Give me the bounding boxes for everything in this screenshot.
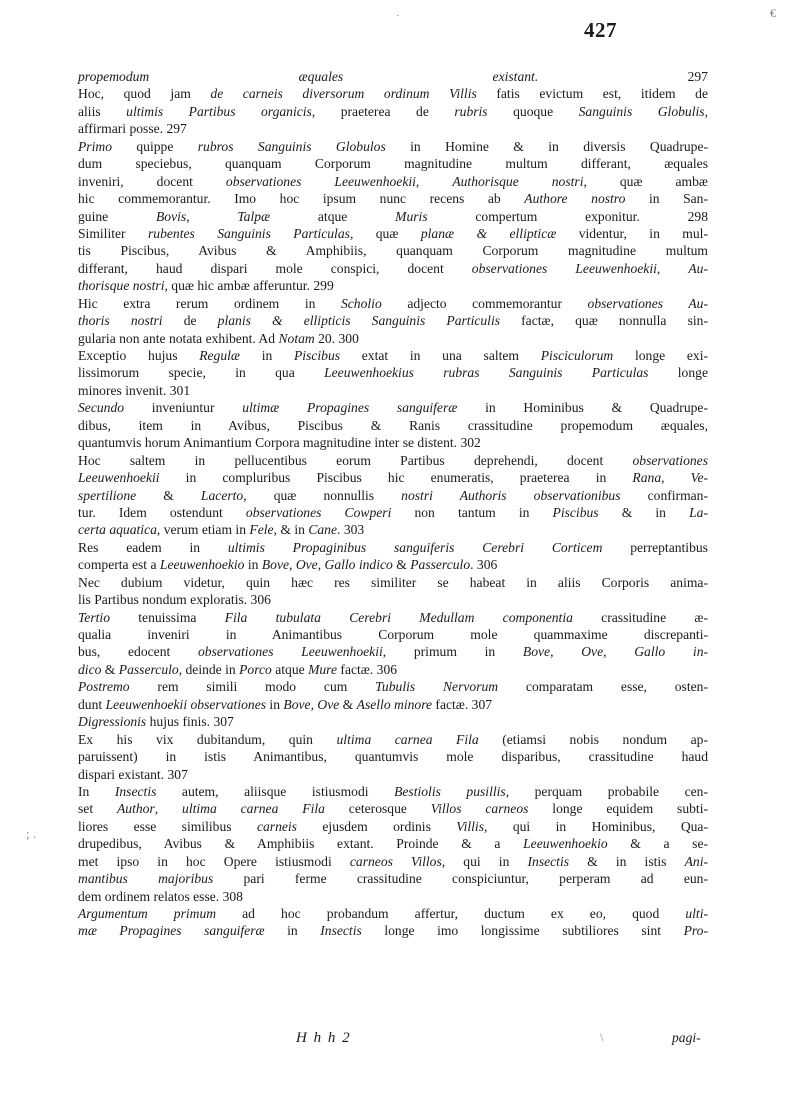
italic-run: spertilione (78, 487, 137, 503)
italic-run: Leeuwenhoekii (78, 470, 160, 486)
text-run: , (310, 696, 318, 712)
text-line (78, 382, 708, 399)
text-run: , (704, 103, 708, 119)
italic-run: observationes Leeuwenhoekii (197, 644, 383, 660)
italic-run: dico (78, 661, 102, 677)
text-line (78, 818, 708, 835)
text-run: in (264, 923, 321, 939)
italic-run: Porco (239, 661, 272, 677)
text-line (78, 643, 708, 660)
text-run: minores invenit. 301 (78, 382, 191, 398)
italic-run: ulti- (685, 906, 708, 921)
text-run: autem, aliisque istiusmodi (156, 783, 395, 799)
italic-run: rubros Sanguinis Globulos (197, 138, 386, 154)
italic-run: planis & ellipticis Sanguinis Particulis (217, 313, 501, 329)
text-run: comparatam esse, osten- (498, 679, 708, 695)
text-run: dum speciebus, quanquam Corporum magnitudine multum differant, æquales (78, 156, 708, 172)
text-run: drupedibus, Avibus & Amphibiis extant. Proinde & a (78, 836, 524, 852)
text-line (78, 452, 708, 469)
text-run: , (186, 208, 238, 224)
text-run: , deinde in (178, 661, 240, 677)
italic-run: rubris (454, 103, 488, 119)
italic-run: ultimis Partibus organicis (126, 103, 312, 119)
text-line (78, 295, 708, 312)
text-line (78, 661, 708, 678)
italic-run: thoris nostri (78, 313, 163, 329)
text-line (78, 312, 708, 329)
italic-run: certa aquatica (78, 522, 157, 538)
text-run: atque (271, 661, 309, 677)
text-run: quippe (111, 138, 198, 154)
text-run: in compluribus Piscibus hic enumeratis, praeterea in (159, 470, 633, 486)
text-line (78, 225, 708, 242)
italic-run: de carneis diversorum ordinum Villis (210, 86, 477, 102)
text-run: longe equidem subti- (528, 801, 709, 817)
italic-run: Ove (581, 644, 604, 660)
text-line (78, 85, 708, 102)
text-run: ad hoc probandum affertur, ductum ex eo, quod (216, 906, 686, 921)
italic-run: Authorisque nostri (452, 173, 584, 189)
italic-run: ultima carnea Fila (336, 731, 479, 747)
italic-run: Insectis (320, 923, 362, 939)
text-line (78, 539, 708, 556)
catchword: pagi- (672, 1030, 701, 1045)
italic-run: carneos Villos (349, 853, 442, 869)
italic-run: Passerculo (118, 661, 179, 677)
italic-run: Argumentum primum (78, 906, 217, 921)
italic-run: Rana (632, 470, 662, 486)
text-run: & (339, 696, 357, 712)
text-run: , quæ ambæ (583, 173, 708, 189)
text-line (78, 609, 708, 626)
text-run: dispari existant. 307 (78, 766, 188, 782)
italic-run: Insectis (527, 853, 570, 869)
text-run: tenuissima (110, 609, 225, 625)
margin-mark: ; . (26, 826, 37, 841)
text-run: confirman- (620, 487, 708, 503)
text-line (78, 399, 708, 416)
italic-run: Ve- (690, 470, 709, 486)
text-line (78, 487, 708, 504)
text-line (78, 277, 708, 294)
signature-mark (296, 1030, 351, 1047)
text-line (78, 556, 708, 573)
italic-run: Bove (522, 644, 551, 660)
italic-run: Tertio (78, 609, 110, 625)
text-line (78, 835, 708, 852)
text-run: dem ordinem relatos esse. 308 (78, 888, 243, 904)
italic-run: Bestiolis pusillis (394, 783, 506, 799)
italic-run: Piscibus (552, 504, 599, 520)
italic-run: Tubulis Nervorum (375, 679, 499, 695)
text-line (78, 120, 708, 137)
text-line (78, 68, 708, 85)
italic-run: Postremo (78, 679, 130, 695)
italic-run: Gallo in- (634, 644, 709, 660)
italic-run: Bovis (155, 208, 187, 224)
italic-run: observationes Au- (587, 295, 709, 311)
text-run: ejusdem ordinis (296, 818, 457, 834)
text-run: Similiter (78, 225, 148, 241)
text-run: bus, edocent (78, 644, 198, 660)
text-run: affirmari posse. 297 (78, 121, 187, 137)
text-line (78, 103, 708, 120)
italic-run: Fila tubulata Cerebri Medullam componentia (224, 609, 573, 625)
text-run: in (239, 348, 294, 363)
italic-run: Leeuwenhoekii observationes (105, 696, 267, 712)
text-run: . 306 (470, 557, 498, 573)
italic-run: nostri Authoris observationibus (401, 487, 621, 503)
italic-run: Mure (308, 661, 338, 677)
text-run: fatis evictum est, itidem de (476, 86, 708, 102)
text-run: Hic extra rerum ordinem in (78, 295, 341, 311)
text-run: lissimorum specie, in qua (78, 365, 325, 381)
text-run: gularia non ante notata exhibent. Ad (78, 330, 279, 346)
foot-mark: \ (600, 1030, 604, 1044)
italic-run: Pro- (683, 923, 709, 939)
text-run: perreptantibus (602, 539, 708, 555)
text-line (78, 155, 708, 172)
text-run: , & in (273, 522, 309, 538)
italic-run: thorisque nostri (78, 278, 165, 294)
text-run: guine (78, 208, 156, 224)
text-run: quoque (487, 103, 579, 119)
text-run: crassitudine æ- (572, 609, 708, 625)
text-line (78, 521, 708, 538)
text-run: tis Piscibus, Avibus & Amphibiis, quanquam Corporum magnitudine multum (78, 243, 708, 259)
italic-run: Secundo (78, 400, 125, 416)
text-run: hic commemorantur. Imo hoc ipsum nunc recens ab (78, 191, 525, 207)
text-run: pari ferme crassitudine conspiciuntur, perperam ad eun- (213, 871, 708, 887)
italic-run: Villis (456, 818, 484, 834)
text-run: , primum in (382, 644, 523, 660)
text-run: , (317, 557, 325, 573)
italic-run: Leeuwenhoekius rubras Sanguinis Particulas (324, 365, 649, 381)
text-run: differant, haud dispari mole conspici, docent (78, 260, 472, 276)
corner-mark: € (770, 6, 776, 20)
text-run: , qui in Hominibus, Qua- (484, 818, 708, 834)
italic-run: Cane (308, 522, 338, 538)
text-run: Res eadem in (78, 539, 228, 555)
text-line (78, 870, 708, 887)
italic-run: observationes Leeuwenhoekii (225, 173, 416, 189)
text-run: , (661, 470, 691, 486)
text-run: , (603, 644, 635, 660)
italic-run: Sanguinis Globulis (578, 103, 705, 119)
italic-run: Insectis (114, 783, 157, 799)
italic-run: Primo (78, 138, 112, 154)
text-line (78, 417, 708, 434)
text-run: , (289, 557, 296, 573)
italic-run: Regulæ (199, 348, 240, 363)
italic-run: ultimis Propaginibus sanguiferis Cerebri Corticem (227, 539, 603, 555)
text-line (78, 469, 708, 486)
text-run: in (266, 696, 284, 712)
italic-run: Ani- (684, 853, 709, 869)
text-run: In (78, 783, 115, 799)
text-run: videntur, in mul- (556, 225, 708, 241)
text-line (78, 260, 708, 277)
text-run: , (154, 801, 183, 817)
text-run: 297 (538, 69, 708, 84)
text-line (78, 330, 708, 347)
text-run: compertum exponitur. 298 (427, 208, 708, 224)
text-line (78, 138, 708, 155)
text-run: paruissent) in istis Animantibus, quantumvis mole disparibus, crassitudine haud (78, 749, 708, 765)
italic-run: Gallo indico (324, 557, 393, 573)
text-line (78, 800, 708, 817)
text-run: Hoc, quod jam (78, 86, 211, 102)
text-run: , qui in (441, 853, 528, 869)
text-line (78, 504, 708, 521)
text-run: qualia inveniri in Animantibus Corporum mole quammaxime discrepanti- (78, 627, 708, 642)
text-run: in Homine & in diversis Quadrupe- (385, 138, 709, 154)
text-line (78, 731, 708, 748)
text-line (78, 888, 708, 905)
text-run: lis Partibus nondum exploratis. 306 (78, 592, 271, 608)
text-run: , (415, 173, 453, 189)
tick-mark: · (396, 10, 400, 22)
text-line (78, 574, 708, 591)
italic-run: Piscibus (293, 348, 341, 363)
text-run: & a se- (607, 836, 708, 852)
signature-text: H h h 2 (296, 1030, 352, 1046)
text-run: , quæ (349, 225, 421, 241)
text-line (78, 208, 708, 225)
text-run: inveniuntur (124, 400, 243, 416)
text-run: , (550, 644, 582, 660)
text-run: & (392, 557, 411, 573)
text-run: 20. 300 (314, 330, 359, 346)
text-run: tur. Idem ostendunt (78, 504, 246, 520)
italic-run: Passerculo (410, 557, 471, 573)
italic-run: mæ Propagines sanguiferæ (78, 923, 265, 939)
text-run: liores esse similibus (78, 818, 257, 834)
text-run: met ipso in hoc Opere istiusmodi (78, 853, 350, 869)
italic-run: Lacerto (200, 487, 244, 503)
text-run: comperta est a (78, 557, 160, 573)
text-run: aliis (78, 103, 127, 119)
text-run: ceterosque (324, 801, 431, 817)
italic-run: Leeuwenhoekio (523, 836, 608, 852)
italic-run: Author (116, 801, 155, 817)
italic-run: Bove (261, 557, 290, 573)
italic-run: Muris (395, 208, 428, 224)
text-run: & (101, 661, 119, 677)
text-line (78, 678, 708, 695)
text-run: (etiamsi nobis nondum ap- (478, 731, 708, 747)
italic-run: Ove (295, 557, 318, 573)
text-run: atque (270, 208, 396, 224)
text-line (78, 347, 708, 364)
text-run: in Hominibus & Quadrupe- (457, 400, 708, 416)
text-run: , quæ nonnullis (243, 487, 402, 503)
text-run: dibus, item in Avibus, Piscibus & Ranis crassitudine propemodum æquales, (78, 417, 708, 433)
text-line (78, 905, 708, 922)
text-run: adjecto commemorantur (381, 295, 588, 311)
text-run: Exceptio hujus (78, 348, 200, 363)
italic-run: La- (689, 504, 708, 520)
italic-run: Ove (317, 696, 340, 712)
text-line (78, 748, 708, 765)
italic-run: Notam (278, 330, 315, 346)
text-run: rem simili modo cum (129, 679, 376, 695)
italic-run: rubentes Sanguinis Particulas (148, 225, 350, 241)
italic-run: Digressionis (78, 714, 147, 730)
text-line (78, 922, 708, 939)
text-line (78, 783, 708, 800)
italic-run: Fele (249, 522, 274, 538)
text-run: & (136, 487, 201, 503)
body-text (78, 68, 708, 940)
text-run: longe (648, 365, 708, 381)
italic-run: observationes Cowperi (245, 504, 392, 520)
italic-run: ultima carnea Fila (182, 801, 325, 817)
text-line (78, 173, 708, 190)
text-line (78, 713, 708, 730)
text-run: factæ. 307 (432, 696, 493, 712)
italic-run: propemodum æquales existant. (78, 69, 539, 84)
italic-run: Leeuwenhoekio (159, 557, 245, 573)
text-run: extat in una saltem (340, 348, 541, 363)
italic-run: Talpæ (237, 208, 271, 224)
text-line (78, 364, 708, 381)
text-run: Hoc saltem in pellucentibus eorum Partibus deprehendi, docent (78, 452, 633, 468)
text-line (78, 591, 708, 608)
text-run: & in (598, 504, 690, 520)
italic-run: Bove (283, 696, 311, 712)
text-line (78, 853, 708, 870)
italic-run: mantibus majoribus (78, 871, 214, 887)
text-run: quantumvis horum Animantium Corpora magnitudine inter se distent. 302 (78, 435, 481, 451)
text-run: dunt (78, 696, 106, 712)
text-run: longe exi- (613, 348, 708, 363)
italic-run: planæ & ellipticæ (420, 225, 557, 241)
text-run: hujus finis. 307 (146, 714, 234, 730)
text-run: set (78, 801, 117, 817)
italic-run: Authore nostro (524, 191, 626, 207)
text-run: Ex his vix dubitandum, quin (78, 731, 337, 747)
text-run: Nec dubium videtur, quin hæc res similiter se habeat in aliis Corporis anima- (78, 574, 708, 590)
text-line (78, 190, 708, 207)
text-line (78, 242, 708, 259)
text-run: , (656, 260, 689, 276)
text-line (78, 434, 708, 451)
italic-run: Pisciculorum (540, 348, 614, 363)
text-run: in San- (625, 191, 708, 207)
italic-run: observationes (632, 452, 708, 468)
italic-run: carneis (256, 818, 297, 834)
text-run: factæ, quæ nonnulla sin- (500, 313, 708, 329)
text-run: , praeterea de (311, 103, 455, 119)
text-run: . 303 (337, 522, 365, 538)
text-run: de (162, 313, 218, 329)
text-line (78, 626, 708, 643)
text-run: & in istis (569, 853, 685, 869)
text-run: inveniri, docent (78, 173, 226, 189)
text-line (78, 696, 708, 713)
text-run: , perquam probabile cen- (505, 783, 708, 799)
italic-run: Villos carneos (430, 801, 529, 817)
page-number: 427 (584, 18, 617, 42)
italic-run: observationes Leeuwenhoekii (471, 260, 657, 276)
italic-run: Au- (688, 260, 708, 276)
italic-run: Scholio (340, 295, 382, 311)
text-run: , quæ hic ambæ afferuntur. 299 (164, 278, 334, 294)
text-run: in (244, 557, 262, 573)
italic-run: ultimæ Propagines sanguiferæ (242, 400, 458, 416)
text-run: , verum etiam in (156, 522, 250, 538)
italic-run: Asello minore (356, 696, 433, 712)
text-line (78, 766, 708, 783)
text-run: factæ. 306 (337, 661, 398, 677)
text-run: non tantum in (391, 504, 553, 520)
text-run: longe imo longissime subtiliores sint (361, 923, 684, 939)
